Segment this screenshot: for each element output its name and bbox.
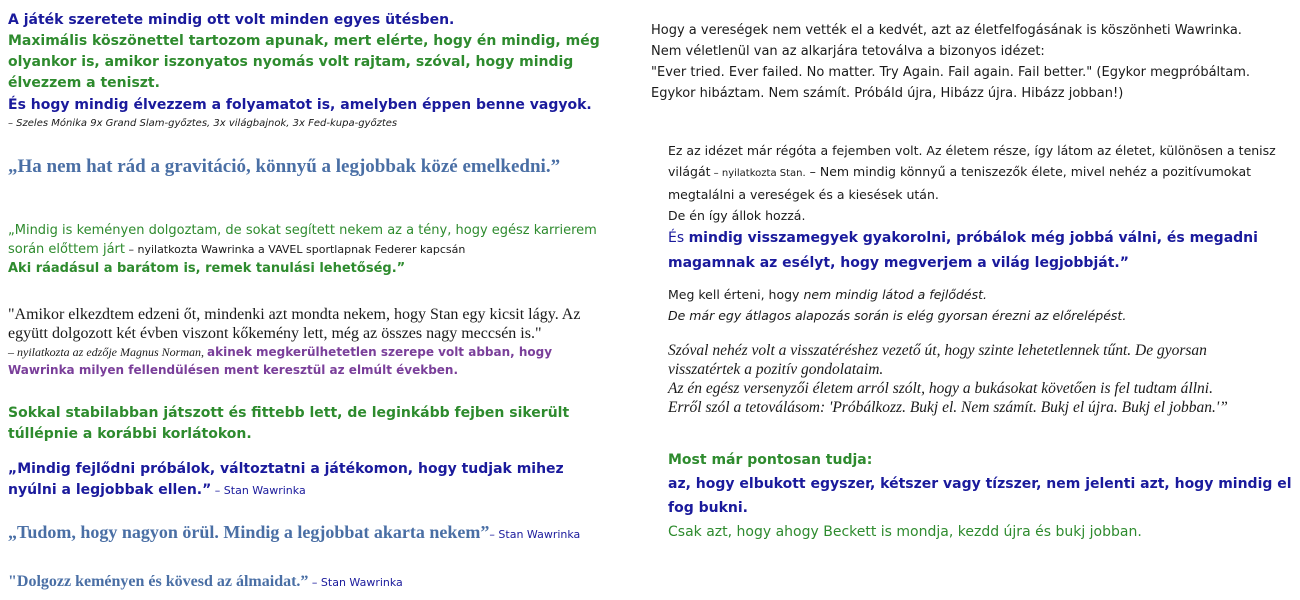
stan-statement-3 <box>668 226 1288 276</box>
tattoo-intro-block <box>651 20 1251 104</box>
federer-quote-attribution: – nyilatkozta Wawrinka a VAVEL sportlapnak Federer kapcsán <box>124 243 466 256</box>
stan-statement-block <box>668 140 1288 276</box>
conclusion-line-2: Csak azt, hogy ahogy Beckett is mondja, kezdd újra és bukj jobban. <box>668 524 1142 540</box>
dreams-quote-block <box>8 571 648 593</box>
szeles-attribution: – Szeles Mónika 9x Grand Slam-győztes, 3x világbajnok, 3x Fed-kupa-győztes <box>8 118 398 129</box>
progress-line-1 <box>668 284 1288 305</box>
stability-paragraph: Sokkal stabilabban játszott és fittebb lett, de leginkább fejben sikerült túllépnie a korábbi korlátokon. <box>8 405 570 442</box>
federer-quote-line-2: Aki ráadásul a barátom is, remek tanulási lehetőség.” <box>8 261 406 276</box>
federer-quote <box>8 221 613 259</box>
progress-block <box>668 284 1288 326</box>
conclusion-block <box>668 448 1293 544</box>
conclusion-line-1: az, hogy elbukott egyszer, kétszer vagy tízszer, nem jelenti azt, hogy mindig el fog bukni. <box>668 476 1292 516</box>
dreams-quote-text: "Dolgozz keményen és kövesd az álmaidat.” <box>8 573 309 590</box>
norman-quote-text: "Amikor elkezdtem edzeni őt, mindenki azt mondta nekem, hogy Stan egy kicsit lágy. Az együtt dolgozott két évben viszont kőkemény lett, még az összes nagy meccsén is." <box>8 306 581 342</box>
stan-statement-1-cont: – Nem mindig könnyű a teniszezők élete, mivel nehéz a pozitívumokat megtalálni a vereségek és a kiesések után. <box>668 164 1252 202</box>
comeback-line-1: Szóval nehéz volt a visszatéréshez vezető út, hogy szinte lehetetlennek tűnt. De gyorsan visszatértek a pozitív gondolataim. <box>668 342 1207 378</box>
tattoo-beckett-quote: "Ever tried. Ever failed. No matter. Try Again. Fail again. Fail better." (Egykor megpróbáltam. Egykor hibáztam. Nem számít. Próbáld újra, Hibázz újra. Hibázz jobban!) <box>651 65 1251 101</box>
federer-quote-block <box>8 221 613 278</box>
stan-statement-1-text: Ez az idézet már régóta a fejemben volt. Az életem része, így látom az életet, különösen a tenisz világát <box>668 143 1276 179</box>
norman-attribution <box>8 343 618 379</box>
improve-quote-block <box>8 459 608 501</box>
proud-quote-attribution: – Stan Wawrinka <box>489 528 581 541</box>
szeles-line-1: A játék szeretete mindig ott volt minden egyes ütésben. <box>8 12 455 28</box>
gravity-quote: „Ha nem hat rád a gravitáció, könnyű a legjobbak közé emelkedni.” <box>8 156 561 177</box>
stan-statement-3-lead: És <box>668 230 689 246</box>
proud-quote-text: „Tudom, hogy nagyon örül. Mindig a legjobbat akarta nekem” <box>8 522 490 542</box>
stan-statement-2: De én így állok hozzá. <box>668 208 806 223</box>
norman-attribution-lead: – nyilatkozta az edzője Magnus Norman, <box>8 345 207 359</box>
improve-quote-attribution: – Stan Wawrinka <box>211 484 306 497</box>
progress-line-1-italic: nem mindig látod a fejlődést. <box>803 287 988 302</box>
szeles-quote-block <box>8 10 643 131</box>
stan-statement-attribution: – nyilatkozta Stan. <box>710 168 806 179</box>
stan-statement-3-bold: mindig visszamegyek gyakorolni, próbálok még jobbá válni, és megadni magamnak az esélyt, hogy megverjem a világ legjobbját.” <box>668 230 1258 271</box>
norman-quote-block <box>8 305 618 379</box>
progress-line-1-lead: Meg kell érteni, hogy <box>668 287 804 302</box>
proud-quote-block <box>8 520 648 544</box>
comeback-line-2: Az én egész versenyzői életem arról szólt, hogy a bukásokat követően is fel tudtam állni. <box>668 380 1213 397</box>
progress-line-2: De már egy átlagos alapozás során is elég gyorsan érezni az előrelépést. <box>668 308 1127 323</box>
federer-quote-text: „Mindig is keményen dolgoztam, de sokat segített nekem az a tény, hogy egész karrierem során előttem járt <box>8 223 597 257</box>
norman-attribution-purple: akinek megkerülhetetlen szerepe volt abban, hogy Wawrinka milyen fellendülésen ment keresztül az elmúlt években. <box>8 345 553 377</box>
szeles-line-3: És hogy mindig élvezzem a folyamatot is, amelyben éppen benne vagyok. <box>8 97 592 113</box>
improve-quote-text: „Mindig fejlődni próbálok, változtatni a játékomon, hogy tudjak mihez nyúlni a legjobbak ellen.” <box>8 461 564 498</box>
stan-statement-1 <box>668 140 1288 205</box>
szeles-line-2: Maximális köszönettel tartozom apunak, mert elérte, hogy én mindig, még olyankor is, amikor iszonyatos nyomás volt rajtam, szóval, hogy mindig élvezzem a teniszt. <box>8 33 600 91</box>
tattoo-intro-text: Hogy a vereségek nem vették el a kedvét, azt az életfelfogásának is köszönheti Wawrinka. Nem véletlenül van az alkarjára tetoválva a bizonyos idézet: <box>651 23 1242 59</box>
conclusion-heading: Most már pontosan tudja: <box>668 452 873 468</box>
comeback-block <box>668 341 1268 417</box>
comeback-line-3: Erről szól a tetoválásom: 'Próbálkozz. Bukj el. Nem számít. Bukj el újra. Bukj el jobban.'” <box>668 399 1228 416</box>
dreams-quote-attribution: – Stan Wawrinka <box>308 576 403 589</box>
